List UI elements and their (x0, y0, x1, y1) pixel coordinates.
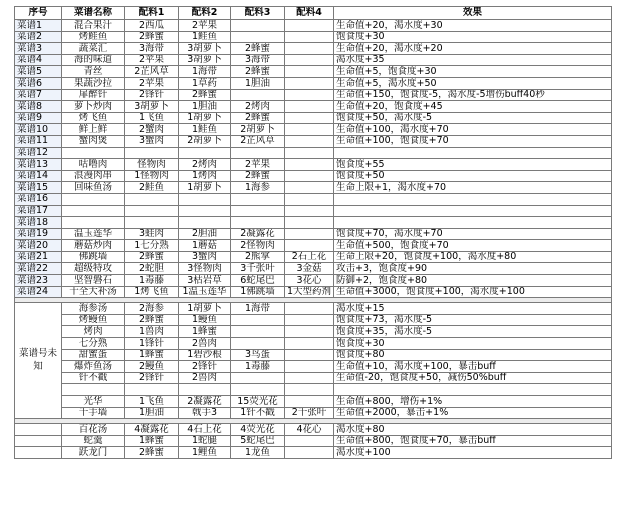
table-cell[interactable]: 青丝 (62, 66, 125, 78)
table-row (15, 361, 612, 373)
table-cell[interactable]: 生命值+800，增伤+1% (334, 396, 612, 408)
table-cell[interactable]: 咕噜肉 (62, 159, 125, 171)
table-cell[interactable]: 2胡萝卜 (231, 124, 285, 136)
table-cell[interactable] (285, 384, 334, 396)
table-cell[interactable]: 2蛇胆 (125, 263, 179, 275)
table-cell[interactable]: 饱食度+30 (334, 31, 612, 43)
table-cell[interactable]: 海的味道 (62, 54, 125, 66)
table-cell[interactable] (231, 205, 285, 217)
table-cell[interactable] (62, 217, 125, 229)
table-row (15, 424, 612, 436)
table-cell[interactable] (285, 20, 334, 32)
table-cell[interactable]: 3枯岩草 (179, 275, 231, 287)
table-row (15, 159, 612, 171)
table-row (15, 435, 612, 447)
table-cell[interactable] (285, 112, 334, 124)
table-cell[interactable]: 2西瓜 (125, 20, 179, 32)
table-cell[interactable] (285, 361, 334, 373)
table-cell[interactable]: 1飞鱼 (125, 396, 179, 408)
table-cell[interactable]: 2烤肉 (179, 159, 231, 171)
table-cell[interactable]: 饱食度+70，渴水度+70 (334, 228, 612, 240)
table-cell[interactable]: 1碧沙根 (179, 349, 231, 361)
table-cell[interactable]: 菜谱15 (15, 182, 62, 194)
header-cell[interactable]: 配料2 (179, 7, 231, 20)
table-cell[interactable] (285, 349, 334, 361)
table-cell[interactable]: 2蜂蜜 (125, 31, 179, 43)
table-cell[interactable] (285, 124, 334, 136)
table-row (15, 124, 612, 136)
table-cell[interactable]: 4石上花 (179, 424, 231, 436)
table-cell[interactable]: 生命值+3000，饱食度+100，渴水度+100 (334, 286, 612, 298)
table-cell[interactable] (125, 193, 179, 205)
table-row (15, 275, 612, 287)
table-cell[interactable]: 2蜂蜜 (231, 112, 285, 124)
table-cell[interactable] (334, 193, 612, 205)
table-cell[interactable]: 1海带 (179, 66, 231, 78)
table-row (15, 54, 612, 66)
table-cell[interactable]: 2凝露花 (231, 228, 285, 240)
table-cell[interactable] (285, 43, 334, 55)
table-cell[interactable]: 生命值+500，饱食度+70 (334, 240, 612, 252)
table-cell[interactable]: 菜谱24 (15, 286, 62, 298)
table-cell[interactable]: 1七分熟 (125, 240, 179, 252)
table-cell[interactable]: 坚智磐石 (62, 275, 125, 287)
table-cell[interactable]: 生命值+100，渴水度+70 (334, 124, 612, 136)
table-cell[interactable] (231, 147, 285, 159)
table-cell[interactable]: 饱食度+73，渴水度-5 (334, 314, 612, 326)
table-row (15, 205, 612, 217)
table-cell[interactable]: 生命值+10，渴水度+100，暴击buff (334, 361, 612, 373)
table-cell[interactable]: 1温玉莲华 (179, 286, 231, 298)
table-row (15, 77, 612, 89)
table-cell[interactable]: 生命值+5，饱食度+30 (334, 66, 612, 78)
table-cell[interactable] (285, 89, 334, 101)
table-row (15, 228, 612, 240)
header-cell[interactable]: 菜谱名称 (62, 7, 125, 20)
table-cell[interactable]: 1佛跳墙 (231, 286, 285, 298)
table-cell[interactable] (285, 147, 334, 159)
table-cell[interactable] (285, 31, 334, 43)
table-cell[interactable]: 菜谱23 (15, 275, 62, 287)
table-row (15, 66, 612, 78)
table-cell[interactable]: 菜谱11 (15, 135, 62, 147)
table-cell[interactable]: 烤鲑鱼 (62, 31, 125, 43)
header-cell[interactable]: 配料3 (231, 7, 285, 20)
table-cell[interactable] (231, 384, 285, 396)
table-cell[interactable]: 渴水度+80 (334, 424, 612, 436)
table-row (15, 303, 612, 315)
table-cell[interactable]: 2锋针 (179, 361, 231, 373)
table-cell[interactable]: 菜谱7 (15, 89, 62, 101)
table-cell[interactable]: 1鳗鱼 (179, 314, 231, 326)
table-cell[interactable]: 2熊掌 (231, 251, 285, 263)
table-row (15, 349, 612, 361)
table-cell[interactable] (285, 338, 334, 350)
table-cell[interactable]: 菜谱19 (15, 228, 62, 240)
table-cell[interactable]: 2蜂蜜 (231, 43, 285, 55)
table-cell[interactable]: 蔬菜汇 (62, 43, 125, 55)
table-cell[interactable]: 菜谱5 (15, 66, 62, 78)
table-cell[interactable]: 1烤飞鱼 (125, 286, 179, 298)
table-cell[interactable] (285, 66, 334, 78)
table-cell[interactable]: 生命上限+1，渴水度+70 (334, 182, 612, 194)
table-cell[interactable]: 3海带 (231, 54, 285, 66)
table-cell[interactable]: 2锋针 (125, 372, 179, 384)
table-cell[interactable]: 菜谱16 (15, 193, 62, 205)
table-row (15, 112, 612, 124)
header-cell[interactable]: 效果 (334, 7, 612, 20)
table-row (15, 251, 612, 263)
table-cell[interactable]: 菜谱14 (15, 170, 62, 182)
table-cell[interactable]: 4荧光花 (231, 424, 285, 436)
table-cell[interactable]: 烤飞鱼 (62, 112, 125, 124)
table-cell[interactable]: 1毒藤 (125, 275, 179, 287)
table-cell[interactable] (285, 217, 334, 229)
table-cell[interactable] (285, 159, 334, 171)
table-cell[interactable]: 菜谱2 (15, 31, 62, 43)
table-cell[interactable]: 1蜂蜜 (179, 326, 231, 338)
table-cell[interactable]: 2怪物肉 (231, 240, 285, 252)
table-cell[interactable] (179, 205, 231, 217)
table-cell[interactable] (125, 217, 179, 229)
table-cell[interactable]: 2蜂蜜 (231, 66, 285, 78)
table-cell[interactable]: 2蜂蜜 (125, 314, 179, 326)
table-cell[interactable]: 菜谱6 (15, 77, 62, 89)
table-cell[interactable]: 3花心 (285, 275, 334, 287)
table-cell[interactable]: 生命值+150，饱食度-5，渴水度-5增伤buff40秒 (334, 89, 612, 101)
table-cell[interactable]: 2兽肉 (179, 338, 231, 350)
table-cell[interactable] (125, 205, 179, 217)
table-cell[interactable]: 渴水度+100 (334, 447, 612, 459)
table-cell[interactable] (285, 77, 334, 89)
table-cell[interactable]: 菜谱10 (15, 124, 62, 136)
table-cell[interactable]: 1针不戳 (231, 407, 285, 419)
table-cell[interactable]: 菜谱1 (15, 20, 62, 32)
table-cell[interactable]: 2蜂蜜 (231, 170, 285, 182)
table-cell[interactable] (334, 217, 612, 229)
table-row (15, 147, 612, 159)
table-cell[interactable]: 5蛇尾巴 (231, 435, 285, 447)
table-cell[interactable]: 菜谱22 (15, 263, 62, 275)
table-cell[interactable]: 饱食度+50，渴水度-5 (334, 112, 612, 124)
table-cell[interactable]: 2胆油 (179, 228, 231, 240)
table-cell[interactable]: 饱食度+35，渴水度-5 (334, 326, 612, 338)
table-cell[interactable]: 回味鱼汤 (62, 182, 125, 194)
table-cell[interactable] (179, 147, 231, 159)
table-row (15, 240, 612, 252)
table-cell[interactable]: 2苹果 (125, 77, 179, 89)
table-cell[interactable]: 4凝露花 (125, 424, 179, 436)
table-cell[interactable]: 2芷风草 (231, 135, 285, 147)
table-cell[interactable]: 超级特攻 (62, 263, 125, 275)
table-cell[interactable]: 针不戳 (62, 372, 125, 384)
table-cell[interactable]: 1草药 (179, 77, 231, 89)
table-cell[interactable]: 萝卜炒肉 (62, 101, 125, 113)
table-cell[interactable]: 菜谱21 (15, 251, 62, 263)
table-cell[interactable]: 1龙鱼 (231, 447, 285, 459)
table-cell[interactable]: 渴水度+35 (334, 54, 612, 66)
table-cell[interactable]: 生命值+20，渴水度+20 (334, 43, 612, 55)
table-cell[interactable] (62, 205, 125, 217)
table-cell[interactable]: 饱食度+50 (334, 170, 612, 182)
table-cell[interactable] (231, 31, 285, 43)
table-cell[interactable]: 2芷风草 (125, 66, 179, 78)
table-cell[interactable]: 1鲤鱼 (179, 447, 231, 459)
unknown-group-label[interactable]: 菜谱号未知 (15, 303, 62, 419)
table-row (15, 170, 612, 182)
table-cell[interactable] (285, 193, 334, 205)
table-cell[interactable]: 1海带 (231, 303, 285, 315)
table-cell[interactable]: 菜谱12 (15, 147, 62, 159)
table-cell[interactable]: 2蜂蜜 (179, 89, 231, 101)
table-cell[interactable] (285, 303, 334, 315)
table-cell[interactable]: 2苹果 (179, 20, 231, 32)
table-cell[interactable]: 1怪物肉 (125, 170, 179, 182)
table-cell[interactable] (285, 396, 334, 408)
table-cell[interactable]: 跃龙门 (62, 447, 125, 459)
table-cell[interactable]: 3鸟蛋 (231, 349, 285, 361)
table-cell[interactable] (231, 372, 285, 384)
table-cell[interactable]: 生命值+20，渴水度+30 (334, 20, 612, 32)
table-cell[interactable]: 光华 (62, 396, 125, 408)
table-row (15, 193, 612, 205)
table-cell[interactable]: 菜谱17 (15, 205, 62, 217)
table-row (15, 326, 612, 338)
table-cell[interactable]: 2鳗鱼 (125, 361, 179, 373)
table-cell[interactable] (285, 205, 334, 217)
table-row (15, 43, 612, 55)
table-cell[interactable]: 菜谱8 (15, 101, 62, 113)
table-cell[interactable]: 3蟹肉 (179, 251, 231, 263)
table-cell[interactable] (334, 205, 612, 217)
table-cell[interactable]: 扉醉针 (62, 89, 125, 101)
table-cell[interactable]: 生命值+800，饱食度+70，暴击buff (334, 435, 612, 447)
table-cell[interactable]: 百花汤 (62, 424, 125, 436)
table-cell[interactable]: 1蜂蜜 (125, 435, 179, 447)
table-cell[interactable] (285, 314, 334, 326)
table-cell[interactable]: 2兽肉 (179, 372, 231, 384)
table-cell[interactable] (231, 20, 285, 32)
table-cell[interactable]: 混合果汁 (62, 20, 125, 32)
table-cell[interactable] (285, 135, 334, 147)
table-cell[interactable]: 攻击+3，饱食度+90 (334, 263, 612, 275)
table-cell[interactable]: 3胡萝卜 (179, 54, 231, 66)
header-cell[interactable]: 配料4 (285, 7, 334, 20)
table-cell[interactable]: 鲜上鲜 (62, 124, 125, 136)
table-cell[interactable] (125, 384, 179, 396)
table-cell[interactable]: 蘑菇炒肉 (62, 240, 125, 252)
table-row (15, 286, 612, 298)
table-cell[interactable] (285, 101, 334, 113)
table-cell[interactable] (285, 54, 334, 66)
header-cell[interactable]: 配料1 (125, 7, 179, 20)
table-cell[interactable]: 蛇羹 (62, 435, 125, 447)
table-cell[interactable] (334, 147, 612, 159)
table-cell[interactable]: 生命值+20，饱食度+45 (334, 101, 612, 113)
table-cell[interactable]: 1胆油 (125, 407, 179, 419)
table-cell[interactable]: 生命值-20，饱食度+50，减伤50%buff (334, 372, 612, 384)
table-cell[interactable]: 防御+2，饱食度+80 (334, 275, 612, 287)
table-cell[interactable]: 1胡萝卜 (179, 182, 231, 194)
table-cell[interactable]: 3千张叶 (231, 263, 285, 275)
table-cell[interactable]: 爆炸鱼汤 (62, 361, 125, 373)
table-cell[interactable]: 生命值+5，渴水度+50 (334, 77, 612, 89)
header-row (15, 7, 612, 20)
table-cell[interactable]: 2千张叶 (285, 407, 334, 419)
table-cell[interactable]: 1蛇腿 (179, 435, 231, 447)
table-cell[interactable]: 2苹果 (125, 54, 179, 66)
table-cell[interactable] (285, 435, 334, 447)
table-cell[interactable]: 1胡萝卜 (179, 303, 231, 315)
table-cell[interactable]: 2锋针 (125, 89, 179, 101)
table-cell[interactable]: 果蔬沙拉 (62, 77, 125, 89)
table-cell[interactable] (231, 193, 285, 205)
table-cell[interactable]: 1鲑鱼 (179, 31, 231, 43)
table-cell[interactable] (285, 240, 334, 252)
table-cell[interactable] (62, 193, 125, 205)
table-cell[interactable]: 2苹果 (231, 159, 285, 171)
table-cell[interactable]: 3胡萝卜 (125, 101, 179, 113)
table-cell[interactable]: 烤鳗鱼 (62, 314, 125, 326)
table-cell[interactable]: 温玉莲华 (62, 228, 125, 240)
table-cell[interactable]: 1鲑鱼 (179, 124, 231, 136)
table-cell[interactable]: 2海参 (125, 303, 179, 315)
table-cell[interactable] (231, 314, 285, 326)
table-cell[interactable]: 菜谱3 (15, 43, 62, 55)
table-row (15, 447, 612, 459)
table-cell[interactable]: 十全大补汤 (62, 286, 125, 298)
table-cell[interactable]: 1胡萝卜 (179, 112, 231, 124)
table-row (15, 407, 612, 419)
table-cell[interactable] (231, 217, 285, 229)
table-cell[interactable]: 3蛙肉 (125, 228, 179, 240)
table-row (15, 314, 612, 326)
table-cell[interactable]: 2蜂蜜 (125, 447, 179, 459)
table-row (15, 182, 612, 194)
table-cell[interactable] (15, 435, 62, 447)
table-cell[interactable]: 3胡萝卜 (179, 43, 231, 55)
table-row (15, 31, 612, 43)
table-cell[interactable]: 饱食度+30 (334, 338, 612, 350)
table-cell[interactable]: 佛跳墙 (62, 251, 125, 263)
table-cell[interactable] (285, 228, 334, 240)
table-cell[interactable] (62, 147, 125, 159)
table-cell[interactable]: 1飞鱼 (125, 112, 179, 124)
table-cell[interactable]: 烤肉 (62, 326, 125, 338)
table-cell[interactable] (125, 147, 179, 159)
table-cell[interactable]: 2石上花 (285, 251, 334, 263)
table-cell[interactable]: 菜谱9 (15, 112, 62, 124)
table-cell[interactable]: 菜谱18 (15, 217, 62, 229)
table-cell[interactable]: 6蛇尾巴 (231, 275, 285, 287)
table-row (15, 217, 612, 229)
table-cell[interactable]: 15荧光花 (231, 396, 285, 408)
table-cell[interactable]: 3蟹肉 (125, 135, 179, 147)
table-cell[interactable]: 渴水度+15 (334, 303, 612, 315)
table-cell[interactable]: 饱食度+55 (334, 159, 612, 171)
table-cell[interactable]: 甜蜜蛋 (62, 349, 125, 361)
table-cell[interactable]: 2鲑鱼 (125, 182, 179, 194)
table-row (15, 20, 612, 32)
table-cell[interactable] (179, 193, 231, 205)
table-cell[interactable] (285, 182, 334, 194)
table-row (15, 396, 612, 408)
table-cell[interactable]: 1胆油 (179, 101, 231, 113)
table-cell[interactable]: 戟手3 (179, 407, 231, 419)
table-row (15, 101, 612, 113)
table-cell[interactable]: 蟹肉煲 (62, 135, 125, 147)
table-cell[interactable]: 海参汤 (62, 303, 125, 315)
table-cell[interactable] (334, 384, 612, 396)
table-cell[interactable]: 菜谱20 (15, 240, 62, 252)
table-cell[interactable]: 浪漫肉串 (62, 170, 125, 182)
table-cell[interactable] (179, 217, 231, 229)
table-cell[interactable]: 1胆油 (231, 77, 285, 89)
table-row (15, 89, 612, 101)
table-cell[interactable]: 菜谱4 (15, 54, 62, 66)
table-cell[interactable] (285, 372, 334, 384)
table-cell[interactable]: 2烤肉 (231, 101, 285, 113)
table-cell[interactable]: 1大型药剂 (285, 286, 334, 298)
table-cell[interactable]: 1海参 (231, 182, 285, 194)
table-cell[interactable]: 2蜂蜜 (125, 251, 179, 263)
table-cell[interactable]: 1锋针 (125, 338, 179, 350)
table-row (15, 263, 612, 275)
table-cell[interactable] (231, 89, 285, 101)
table-cell[interactable] (15, 447, 62, 459)
table-cell[interactable]: 2凝露花 (179, 396, 231, 408)
table-cell[interactable]: 3金菇 (285, 263, 334, 275)
table-cell[interactable]: 饱食度+80 (334, 349, 612, 361)
table-cell[interactable] (285, 170, 334, 182)
table-row (15, 372, 612, 384)
table-cell[interactable]: 3海带 (125, 43, 179, 55)
recipe-table (14, 6, 612, 459)
table-cell[interactable] (231, 326, 285, 338)
table-row (15, 338, 612, 350)
table-row (15, 384, 612, 396)
table-cell[interactable]: 1毒藤 (231, 361, 285, 373)
table-cell[interactable] (179, 384, 231, 396)
table-cell[interactable]: 1兽肉 (125, 326, 179, 338)
table-row (15, 135, 612, 147)
table-cell[interactable]: 3怪物肉 (179, 263, 231, 275)
header-cell[interactable]: 序号 (15, 7, 62, 20)
table-cell[interactable]: 2胡萝卜 (179, 135, 231, 147)
table-cell[interactable]: 生命上限+20，饱食度+100，渴水度+80 (334, 251, 612, 263)
table-cell[interactable]: 七分熟 (62, 338, 125, 350)
table-cell[interactable]: 1蜂蜜 (125, 349, 179, 361)
table-cell[interactable]: 生命值+100，饱食度+70 (334, 135, 612, 147)
table-cell[interactable]: 4花心 (285, 424, 334, 436)
table-cell[interactable] (285, 326, 334, 338)
table-cell[interactable]: 1蘑菇 (179, 240, 231, 252)
table-cell[interactable]: 1烤肉 (179, 170, 231, 182)
table-cell[interactable]: 菜谱13 (15, 159, 62, 171)
table-cell[interactable] (15, 424, 62, 436)
table-cell[interactable]: 怪物肉 (125, 159, 179, 171)
table-cell[interactable]: 2蟹肉 (125, 124, 179, 136)
table-cell[interactable] (285, 447, 334, 459)
table-cell[interactable] (62, 384, 125, 396)
table-cell[interactable]: 千手墙 (62, 407, 125, 419)
table-cell[interactable] (231, 338, 285, 350)
table-cell[interactable]: 生命值+2000，暴击+1% (334, 407, 612, 419)
